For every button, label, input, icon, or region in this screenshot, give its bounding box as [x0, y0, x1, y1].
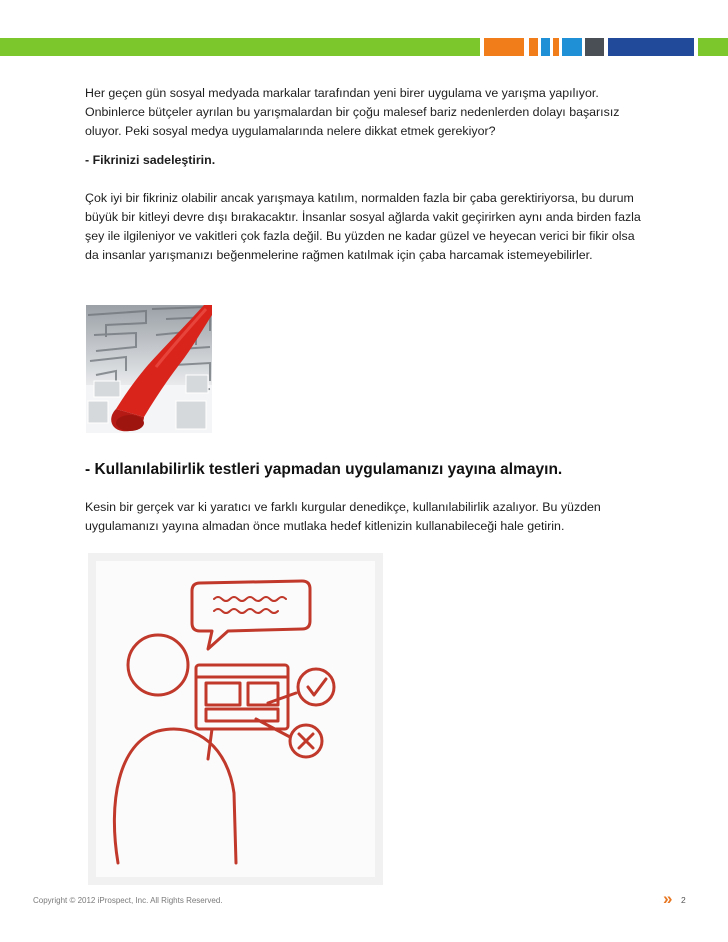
page-number: 2: [681, 895, 686, 905]
tip1-heading: - Fikrinizi sadeleştirin.: [85, 153, 216, 167]
header-bar-navy: [608, 38, 694, 56]
tip2-heading: - Kullanılabilirlik testleri yapmadan uygulamanızı yayına almayın.: [85, 461, 563, 478]
intro-paragraph: [85, 84, 645, 141]
tip2-body: Kesin bir gerçek var ki yaratıcı ve farklı kurgular denedikçe, kullanılabilirlik azalıyor. Bu yüzden uygulamanızı yayına almadan önce mutlaka hedef kitlenizin kullanabileceği hale getirin.: [85, 500, 601, 533]
intro-text: Her geçen gün sosyal medyada markalar tarafından yeni birer uygulama ve yarışma yapılıyor. Onbinlerce bütçeler ayrılan bu yarışmalardan bir çoğu malesef bariz nedenlerden dolayı başarısız oluyor. Peki sosyal medya uygulamalarında nelere dikkat etmek gerekiyor?: [85, 86, 620, 138]
header-bar-orange-2: [553, 38, 559, 56]
tip1-heading-block: [85, 151, 645, 170]
header-bar-blue-small: [541, 38, 550, 56]
header-bar-blue: [562, 38, 582, 56]
red-carpet-maze-image: [86, 305, 212, 433]
usability-sketch-image: [88, 553, 383, 885]
header-bar-dark: [585, 38, 604, 56]
tip2-heading-block: [85, 460, 685, 480]
header-bar-green-end: [698, 38, 728, 56]
footer-copyright: Copyright © 2012 iProspect, Inc. All Rights Reserved.: [33, 896, 223, 905]
header-bar-orange: [484, 38, 524, 56]
chevron-icon: »: [663, 889, 673, 908]
header-bar-orange-small: [529, 38, 538, 56]
header-color-bar: [0, 38, 728, 56]
header-bar-green: [0, 38, 480, 56]
tip1-body: Çok iyi bir fikriniz olabilir ancak yarışmaya katılım, normalden fazla bir çaba gerektiriyorsa, bu durum büyük bir kitleyi devre dışı bırakacaktır. İnsanlar sosyal ağlarda vakit geçirirken aynı anda birden fazla şey ile ilgileniyor ve vakitleri çok fazla değil. Bu yüzden ne kadar güzel ve heyecan verici bir fikir olsa da insanlar yarışmanızı beğenmelerine rağmen katılmak için çaba harcamak istemeyebilirler.: [85, 191, 641, 262]
tip1-body-block: [85, 189, 645, 265]
tip2-body-block: [85, 498, 665, 536]
